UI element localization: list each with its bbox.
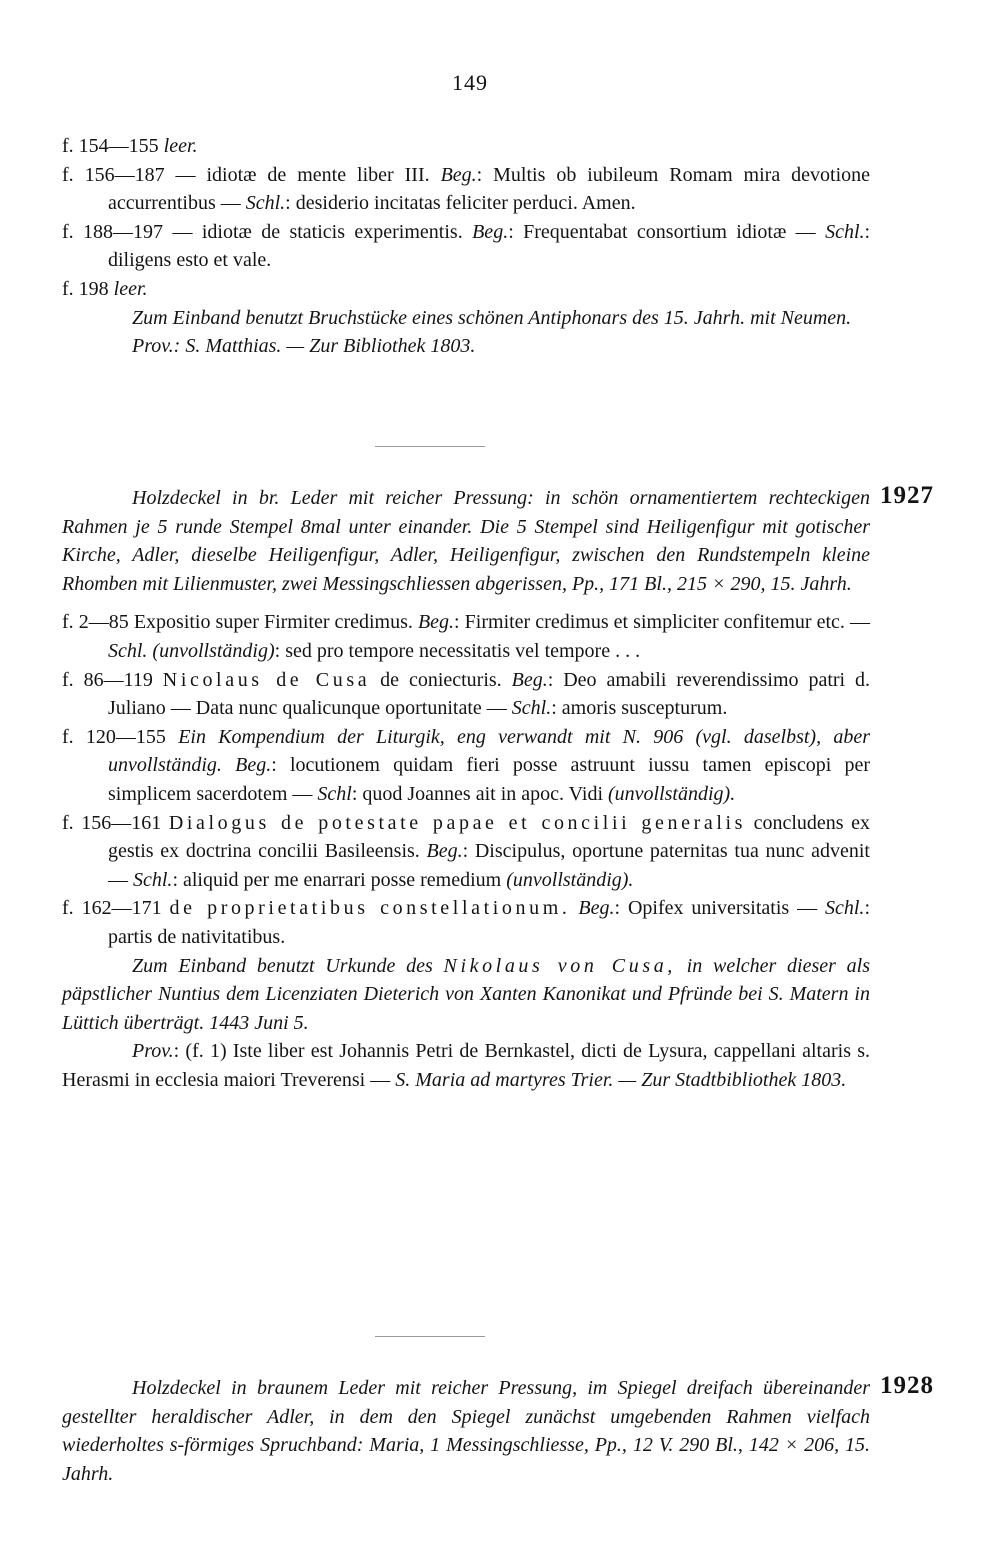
prov-text-italic: S. Maria ad martyres Trier. — Zur Stadtbibliothek 1803.: [395, 1068, 847, 1091]
entry-note: leer.: [113, 277, 148, 300]
entry-title: Dialogus de potestate papae et concilii generalis: [168, 811, 747, 834]
beg-label: Beg.: [417, 611, 455, 634]
ditto-dash: —: [172, 220, 193, 243]
folio-range: f. 198: [62, 277, 109, 300]
entry-title: Expositio super Firmiter credimus.: [133, 611, 413, 634]
incipit: : Multis ob iubileum Romam mira devotione accurrentibus —: [108, 163, 871, 215]
explicit: : desiderio incitatas feliciter perduci. Amen.: [285, 192, 636, 215]
incipit: : Firmiter credimus et simpliciter confitemur etc. —: [454, 611, 870, 634]
folio-range: f. 188—197: [62, 220, 164, 243]
binding-person: Nikolaus von Cusa,: [443, 954, 676, 977]
folio-entry: [62, 161, 870, 218]
manuscript-number: 1927: [880, 482, 934, 509]
manuscript-number: 1928: [880, 1372, 934, 1399]
folio-entry: [62, 608, 870, 665]
prov-text: : (f. 1) Iste liber est Johannis Petri de Bernkastel, dicti de Lysura, cappellani altaris s. Herasmi in ecclesia maiori Treverensi —: [62, 1040, 870, 1091]
folio-entry: [62, 218, 870, 275]
provenance: [62, 1037, 870, 1094]
schl-label: Schl.: [245, 192, 286, 215]
entry-title: de proprietatibus constellationum.: [169, 897, 571, 920]
explicit: : diligens esto et vale.: [108, 220, 871, 272]
beg-label: Beg.: [235, 754, 272, 777]
incipit: : Deo amabili reverendissimo patri d. Juliano — Data nunc qualicunque oportunitate —: [108, 668, 871, 720]
section-divider: [375, 1336, 485, 1337]
entry-note: leer.: [163, 135, 198, 157]
author-name: Nicolaus de Cusa: [162, 668, 371, 691]
folio-range: f. 86—119: [62, 668, 153, 691]
folio-range: f. 156—187: [62, 163, 165, 186]
binding-note: Zum Einband benutzt Bruchstücke eines schönen Antiphonars des 15. Jahrh. mit Neumen.: [132, 306, 852, 329]
binding-note: [62, 952, 870, 1038]
explicit: : quod Joannes ait in apoc. Vidi: [351, 782, 603, 805]
incomplete-note: (unvollständig).: [608, 782, 736, 805]
beg-label: Beg.: [426, 840, 463, 863]
binding-text: Zum Einband benutzt Urkunde des: [132, 954, 433, 977]
schl-label: Schl. (unvollständig): [108, 639, 275, 662]
ditto-dash: —: [175, 163, 196, 186]
prov-label: Prov.: [132, 335, 174, 358]
folio-entry: [62, 666, 870, 723]
entry-subtitle: concludens ex gestis ex doctrina concilii Basileensis.: [108, 811, 871, 863]
schl-label: Schl.: [825, 897, 865, 920]
manuscript-description: Holzdeckel in br. Leder mit reicher Pressung: in schön ornamentiertem rechteckigen Rahmen je 5 runde Stempel 8mal unter einander. Die 5 Stempel sind Heiligenfigur mit gotischer Kirche, Adler, dieselbe Heiligenfigur, Adler, Heiligenfigur, zwischen den Rundstempeln kleine Rhomben mit Lilienmuster, zwei Messingschliessen abgerissen, Pp., 171 Bl., 215 × 290, 15. Jahrh.: [62, 487, 870, 595]
folio-entry: [62, 894, 870, 951]
folio-entry: [62, 132, 870, 161]
manuscript-1927: [62, 484, 870, 1094]
beg-label: Beg.: [578, 897, 615, 920]
incipit: : Frequentabat consortium idiotæ —: [508, 220, 816, 243]
prov-text: : S. Matthias. — Zur Bibliothek 1803.: [173, 335, 476, 358]
prov-label: Prov.: [132, 1040, 174, 1063]
schl-label: Schl: [317, 782, 352, 805]
incipit: : Discipulus, oportune paternitas tua nunc advenit —: [108, 840, 870, 891]
beg-label: Beg.: [440, 163, 477, 186]
folio-range: f. 2—85: [62, 611, 129, 634]
section-divider: [375, 446, 485, 447]
folio-range: f. 154—155: [62, 135, 159, 157]
schl-label: Schl.: [825, 220, 865, 243]
provenance: [62, 332, 870, 361]
folio-range: f. 120—155: [62, 725, 166, 748]
explicit: : partis de nativitatibus.: [108, 897, 870, 948]
entry-title: idiotæ de staticis experimentis.: [201, 220, 463, 243]
manuscript-description: Holzdeckel in braunem Leder mit reicher Pressung, im Spiegel dreifach übereinander gestellter heraldischer Adler, in dem den Spiegel zunächst umgebenden Rahmen vielfach wiederholtes s-förmiges Spruchband: Maria, 1 Messingschliesse, Pp., 12 V. 290 Bl., 142 × 206, 15. Jahrh.: [62, 1377, 870, 1485]
beg-label: Beg.: [472, 220, 509, 243]
folio-entry: [62, 275, 870, 304]
beg-label: Beg.: [511, 668, 548, 691]
incipit: : locutionem quidam fieri posse astruunt iussu tamen episcopi per simplicem sacerdotem —: [108, 754, 870, 805]
entry-title: idiotæ de mente liber III.: [206, 163, 430, 186]
block-end-previous-ms: [62, 132, 870, 361]
explicit: : aliquid per me enarrari posse remedium: [172, 868, 502, 891]
incipit: : Opifex universitatis —: [614, 897, 818, 920]
entry-title: de coniecturis.: [380, 668, 502, 691]
explicit: : amoris suscepturum.: [551, 697, 728, 720]
schl-label: Schl.: [511, 697, 552, 720]
incomplete-note: (unvollständig).: [506, 868, 634, 891]
binding-text-cont: in welcher dieser als päpstlicher Nuntius dem Licenziaten Dieterich von Xanten Kanonikat und Pfründe bei S. Matern in Lüttich überträgt. 1443 Juni 5.: [62, 954, 870, 1034]
page-number: 149: [452, 70, 488, 95]
explicit: : sed pro tempore necessitatis vel tempore . . .: [274, 639, 641, 662]
manuscript-1928: [62, 1374, 870, 1488]
folio-range: f. 162—171: [62, 897, 162, 920]
folio-range: f. 156—161: [62, 811, 162, 834]
folio-entry: [62, 723, 870, 809]
entry-title: Ein Kompendium der Liturgik, eng verwandt mit N. 906 (vgl. daselbst), aber unvollständig.: [108, 725, 870, 777]
schl-label: Schl.: [133, 868, 173, 891]
folio-entry: [62, 809, 870, 895]
